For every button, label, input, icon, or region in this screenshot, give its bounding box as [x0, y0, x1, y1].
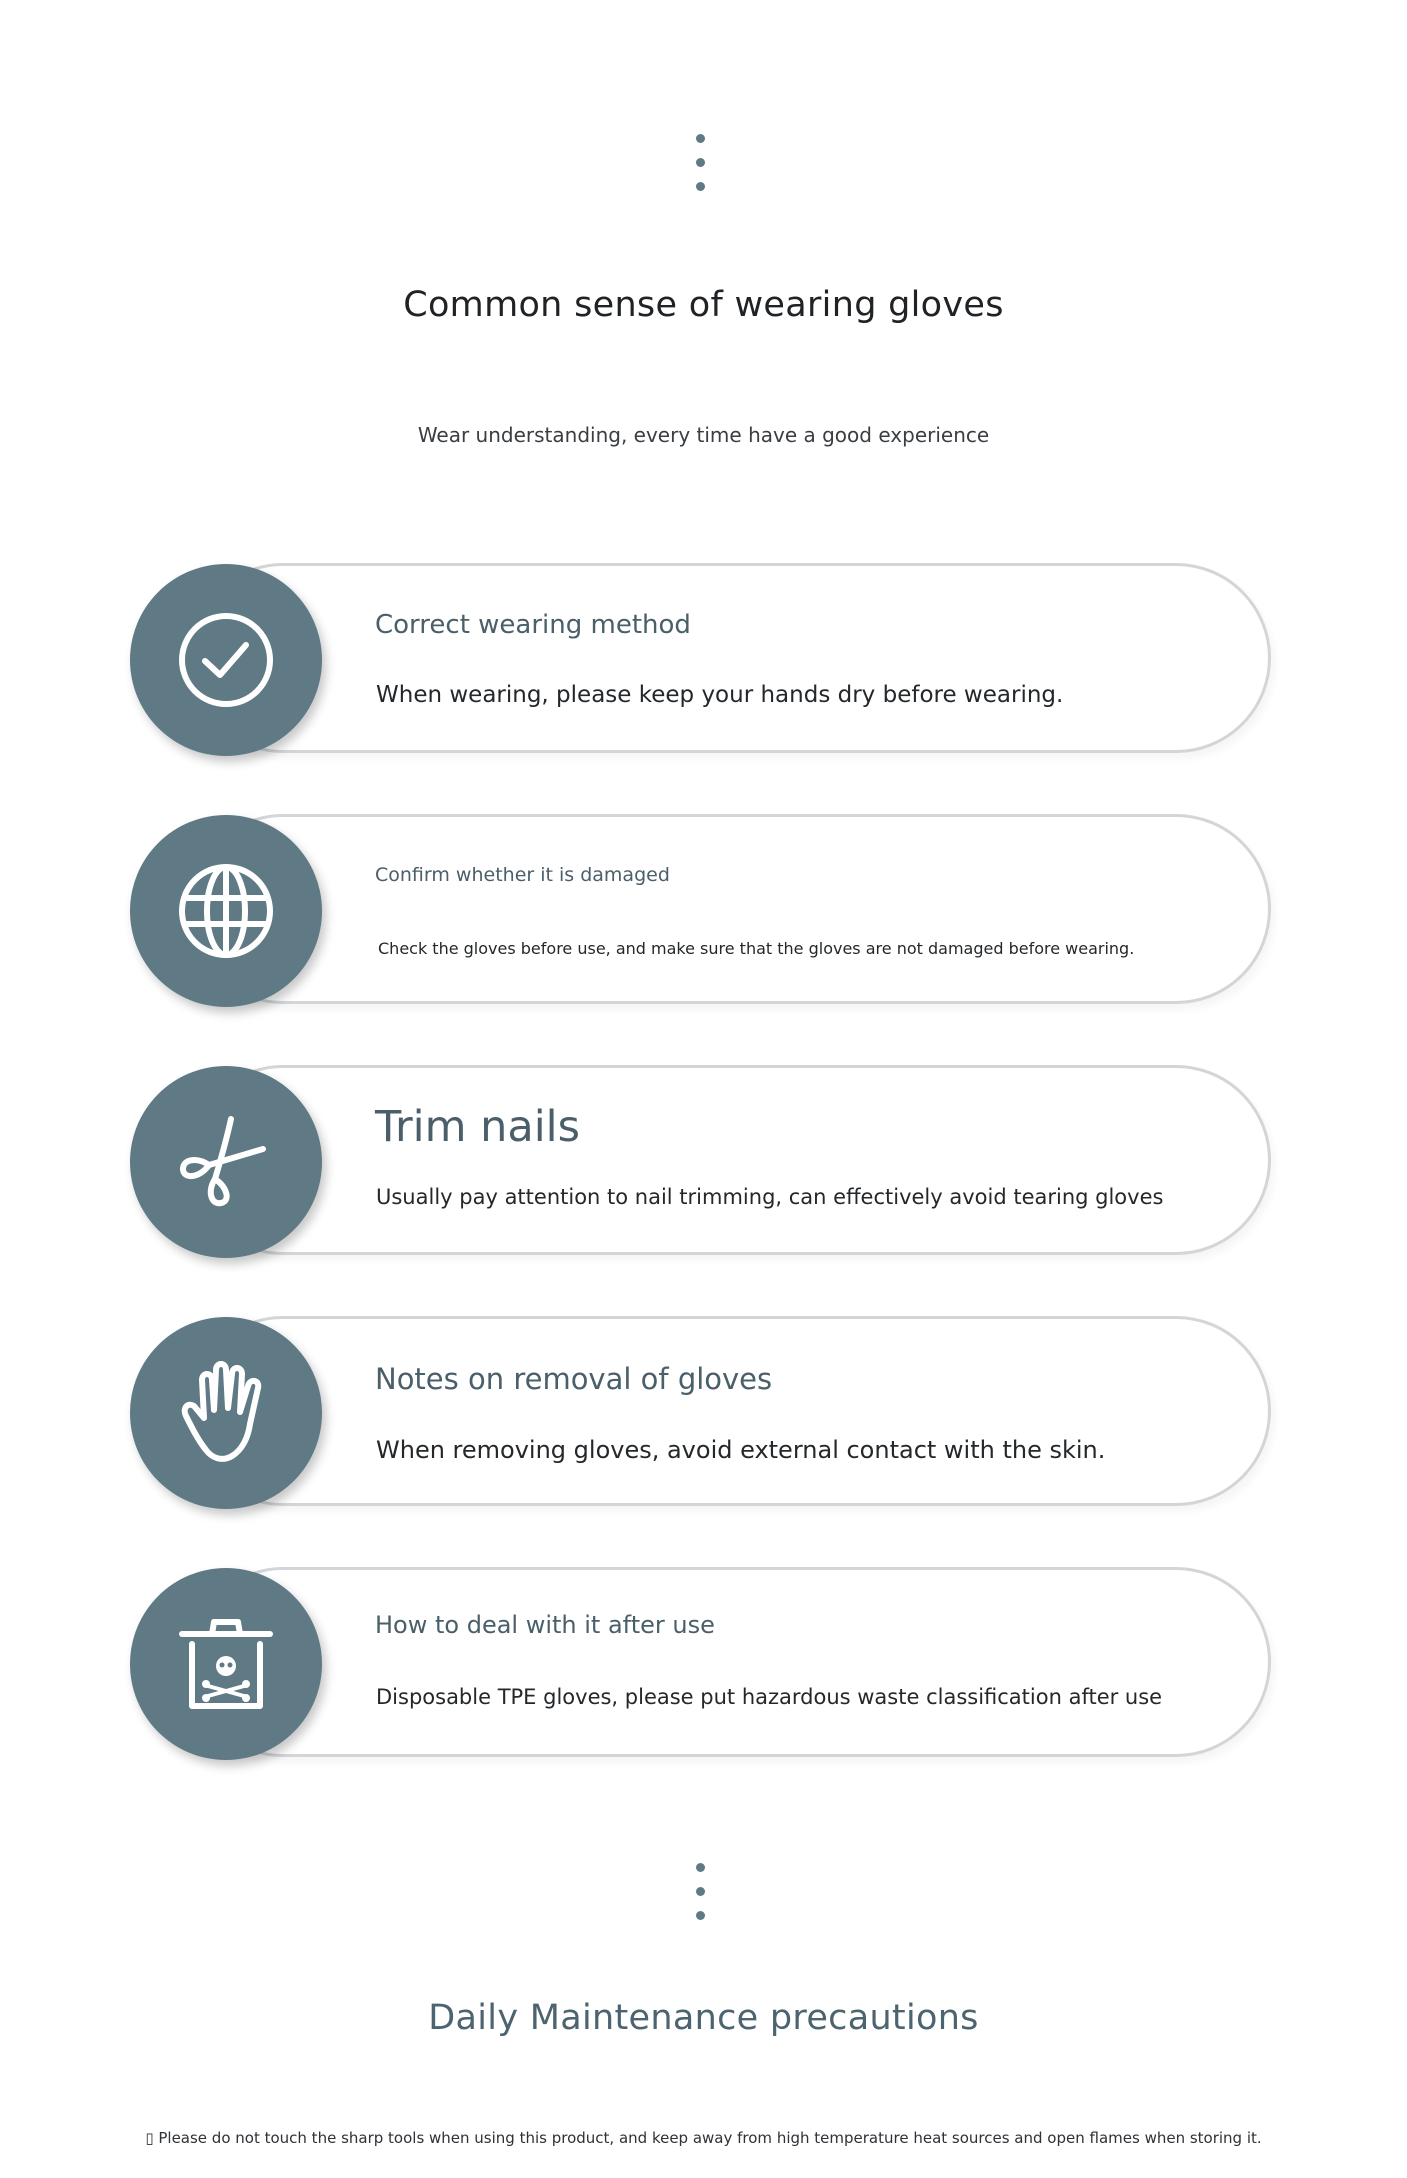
card-text: When removing gloves, avoid external contact with the skin.: [376, 1436, 1106, 1464]
page-title: Common sense of wearing gloves: [403, 285, 1004, 325]
maintenance-note: ▯ Please do not touch the sharp tools when using this product, and keep away from high temperature heat sources and open flames when storing it.: [145, 2129, 1262, 2147]
hand-icon: [176, 1358, 276, 1468]
card-pill: [188, 563, 1271, 753]
page-subtitle: Wear understanding, every time have a good experience: [417, 423, 990, 447]
card-heading: Trim nails: [375, 1102, 581, 1152]
card-pill: [188, 1065, 1271, 1255]
icon-badge: [130, 564, 322, 756]
card-pill: [188, 1316, 1271, 1506]
card-heading: Correct wearing method: [375, 610, 691, 640]
card-after-use: [130, 1567, 1277, 1757]
card-text: Usually pay attention to nail trimming, can effectively avoid tearing gloves: [376, 1185, 1164, 1209]
card-correct-wearing: [130, 563, 1277, 753]
scissors-icon: [171, 1107, 281, 1217]
dot: [696, 134, 705, 143]
card-heading: Notes on removal of gloves: [375, 1362, 773, 1396]
dot: [696, 1863, 705, 1872]
icon-badge: [130, 1568, 322, 1760]
card-text: Disposable TPE gloves, please put hazardous waste classification after use: [376, 1685, 1163, 1709]
card-text: Check the gloves before use, and make sure that the gloves are not damaged before wearing.: [378, 939, 1135, 958]
dot: [696, 1887, 705, 1896]
dot: [696, 1911, 705, 1920]
check-circle-icon: [178, 612, 274, 708]
maintenance-title: Daily Maintenance precautions: [428, 1998, 979, 2038]
card-heading: How to deal with it after use: [375, 1611, 715, 1639]
dot: [696, 182, 705, 191]
icon-badge: [130, 815, 322, 1007]
dot: [696, 158, 705, 167]
card-glove-removal: [130, 1316, 1277, 1506]
vertical-dots-top: [696, 134, 706, 206]
hazard-bin-icon: [176, 1614, 276, 1714]
icon-badge: [130, 1066, 322, 1258]
vertical-dots-bottom: [696, 1863, 706, 1935]
card-pill: [188, 814, 1271, 1004]
icon-badge: [130, 1317, 322, 1509]
card-pill: [188, 1567, 1271, 1757]
card-text: When wearing, please keep your hands dry before wearing.: [376, 682, 1064, 708]
globe-icon: [177, 862, 275, 960]
card-confirm-damage: [130, 814, 1277, 1004]
card-trim-nails: [130, 1065, 1277, 1255]
card-heading: Confirm whether it is damaged: [375, 864, 670, 886]
